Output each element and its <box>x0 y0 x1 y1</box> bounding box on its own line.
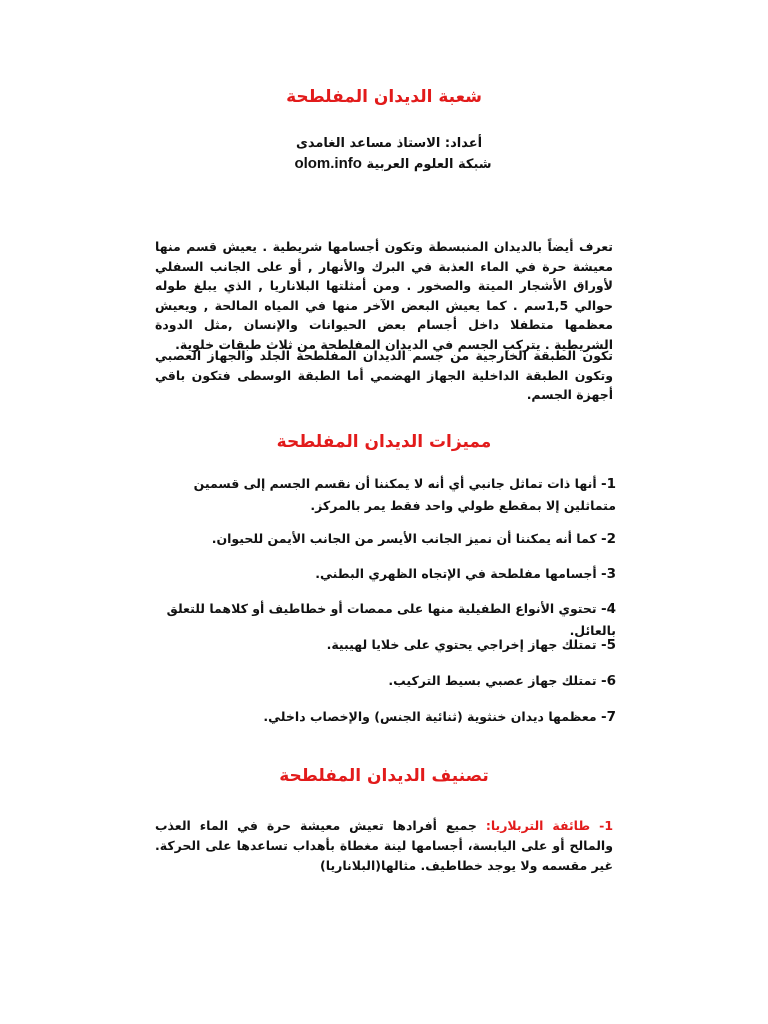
feature-number: 4- <box>600 601 616 617</box>
feature-item <box>154 563 616 585</box>
feature-item <box>154 634 616 656</box>
feature-text: تمتلك جهاز عصبي بسيط التركيب. <box>388 673 597 688</box>
classification-text: جميع أفرادها تعيش معيشة حرة في الماء العذب والمالح أو على اليابسة، أجسامها لينة مغطاة بأهداب تساعدها على الحركة. غير مقسمه ولا يوجد خطاطيف. مثالها(البلاناريا) <box>155 818 613 873</box>
feature-item <box>154 670 616 692</box>
feature-number: 2- <box>600 531 616 547</box>
classification-heading: تصنيف الديدان المفلطحة <box>279 766 489 786</box>
classification-number: 1- <box>599 818 614 833</box>
classification-item <box>155 816 613 876</box>
feature-item <box>154 706 616 728</box>
feature-text: تمتلك جهاز إخراجي يحتوي على خلايا لهيبية. <box>326 637 597 652</box>
intro-paragraph-1: تعرف أيضاً بالديدان المنبسطة وتكون أجسامها شريطية . يعيش قسم منها معيشة حرة في الماء العذبة في البرك والأنهار , أو على الجانب السفلي لأوراق الأشجار الميتة والصخور . ومن أمثلتها البلاناريا , الذي يبلغ طوله حوالي 1,5سم . كما يعيش البعض الآخر منها في المياه المالحة , ويعيش معظمها متطفلا داخل أجسام بعض الحيوانات والإنسان ,مثل الدودة الشريطية . يتركب الجسم في الديدان المفلطحة من ثلاث طبقات خلوية. <box>155 239 614 352</box>
feature-number: 1- <box>600 476 616 492</box>
feature-text: أجسامها مفلطحة في الإتجاه الظهري البطني. <box>315 566 597 581</box>
intro-paragraph-2: تكون الطبقة الخارجية من جسم الديدان المفلطحة الجلد والجهاز العصبي وتكون الطبقة الداخلية الجهاز الهضمي أما الطبقة الوسطى فتكون باقي أجهزة الجسم. <box>155 348 613 402</box>
feature-text: معظمها ديدان خنثوية (ثنائية الجنس) والإخصاب داخلي. <box>263 709 597 724</box>
feature-number: 6- <box>600 673 616 689</box>
network-line <box>10 154 768 175</box>
feature-item <box>154 528 616 550</box>
feature-text: كما أنه يمكننا أن نميز الجانب الأيسر من الجانب الأيمن للحيوان. <box>211 531 597 546</box>
feature-number: 7- <box>600 709 616 725</box>
prepared-by: أعداد: الاستاذ مساعد الغامدى <box>295 136 483 151</box>
feature-number: 5- <box>600 637 616 653</box>
page-title: شعبة الديدان المفلطحة <box>286 87 482 107</box>
feature-text: أنها ذات تماثل جانبي أي أنه لا يمكننا أن نقسم الجسم إلى قسمين متماثلين إلا بمقطع طولي واحد فقط يمر بالمركز. <box>193 476 616 513</box>
classification-label: طائفة التربلاريا: <box>485 818 591 833</box>
site-name: olom.info <box>294 155 362 172</box>
feature-text: تحتوي الأنواع الطفيلية منها على ممصات أو خطاطيف أو كلاهما للتعلق بالعائل. <box>166 601 616 638</box>
network-label: شبكة العلوم العربية <box>366 157 492 172</box>
feature-number: 3- <box>600 566 616 582</box>
author-block <box>10 134 768 175</box>
feature-item <box>154 473 616 516</box>
features-heading: مميزات الديدان المفلطحة <box>276 432 492 452</box>
